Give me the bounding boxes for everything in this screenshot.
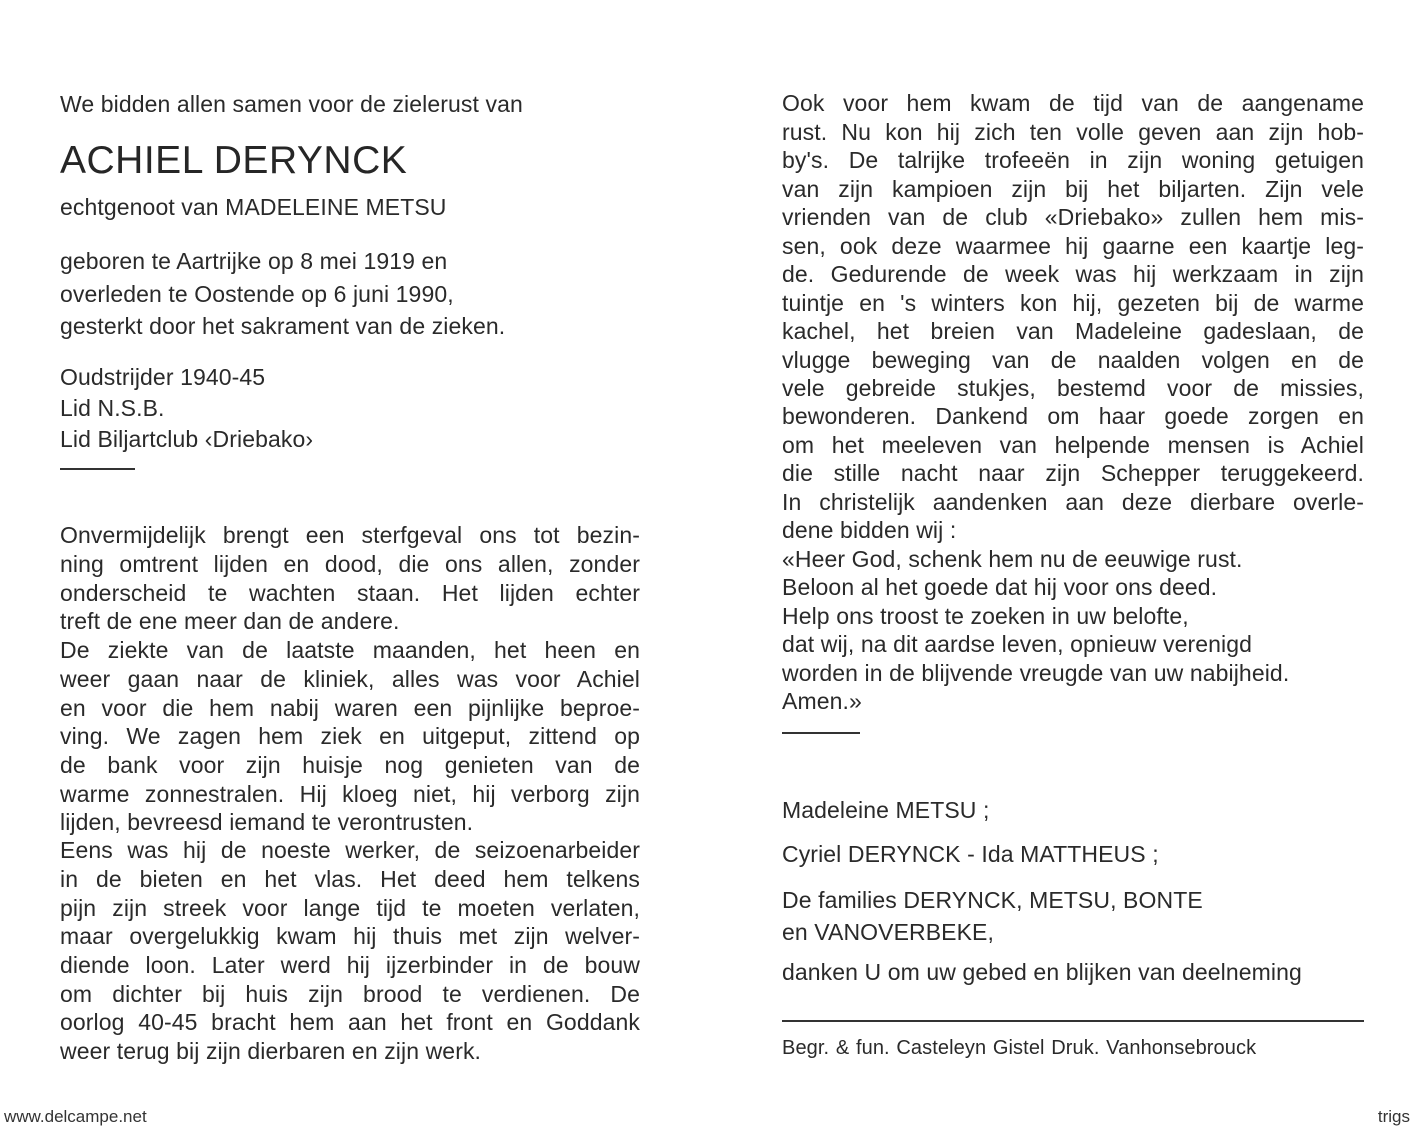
- text-line: ning omtrent lijden en dood, die ons allen, zonder: [60, 551, 640, 577]
- text-line: bewonderen. Dankend om haar goede zorgen en: [782, 403, 1364, 429]
- prayer-line: «Heer God, schenk hem nu de eeuwige rust.: [782, 546, 1243, 572]
- membership-billiard-club: Lid Biljartclub ‹Driebako›: [60, 426, 314, 452]
- birth-line: geboren te Aartrijke op 8 mei 1919 en: [60, 248, 448, 274]
- text-line: by's. De talrijke trofeeën in zijn woning getuigen: [782, 147, 1364, 173]
- text-line: vrienden van de club «Driebako» zullen hem mis-: [782, 204, 1364, 230]
- short-divider: [60, 468, 135, 470]
- text-line: in de bieten en het vlas. Het deed hem telkens: [60, 866, 640, 892]
- text-line: warme zonnestralen. Hij kloeg niet, hij verborg zijn: [60, 781, 640, 807]
- text-line: die stille nacht naar zijn Schepper teruggekeerd.: [782, 460, 1364, 486]
- text-line: onderscheid te wachten staan. Het lijden echter: [60, 580, 640, 606]
- text-line: kachel, het breien van Madeleine gadeslaan, de: [782, 318, 1364, 344]
- text-line: De ziekte van de laatste maanden, het heen en: [60, 637, 640, 663]
- footer-divider: [782, 1020, 1364, 1022]
- text-line: van zijn kampioen zijn bij het biljarten. Zijn vele: [782, 176, 1364, 202]
- watermark-site: www.delcampe.net: [4, 1107, 147, 1126]
- deceased-name: ACHIEL DERYNCK: [60, 139, 408, 182]
- text-line: lijden, bevreesd iemand te verontrusten.: [60, 809, 474, 835]
- text-line: vlugge beweging van de naalden volgen en de: [782, 347, 1364, 373]
- text-line: diende loon. Later werd hij ijzerbinder in de bouw: [60, 952, 640, 978]
- text-line: maar overgelukkig kwam hij thuis met zijn welver-: [60, 923, 640, 949]
- text-line: en voor die hem nabij waren een pijnlijke beproe-: [60, 695, 640, 721]
- printer-credit: Begr. & fun. Casteleyn Gistel Druk. Vanhonsebrouck: [782, 1037, 1257, 1059]
- text-line: Onvermijdelijk brengt een sterfgeval ons tot bezin-: [60, 522, 640, 548]
- text-line: rust. Nu kon hij zich ten volle geven aan zijn hob-: [782, 119, 1364, 145]
- family-names: De families DERYNCK, METSU, BONTE: [782, 887, 1203, 913]
- text-line: om het meeleven van helpende mensen is Achiel: [782, 432, 1364, 458]
- text-line: ving. We zagen hem ziek en uitgeput, zittend op: [60, 723, 640, 749]
- sacrament-line: gesterkt door het sakrament van de zieken.: [60, 313, 506, 339]
- text-line: de. Gedurende de week was hij werkzaam in zijn: [782, 261, 1364, 287]
- prayer-line: Help ons troost te zoeken in uw belofte,: [782, 603, 1189, 629]
- family-children: Cyriel DERYNCK - Ida MATTHEUS ;: [782, 841, 1159, 867]
- watermark-seller: trigs: [1377, 1107, 1410, 1126]
- text-line: om dichter bij huis zijn brood te verdienen. De: [60, 981, 640, 1007]
- family-widow: Madeleine METSU ;: [782, 797, 990, 823]
- text-line: oorlog 40-45 bracht hem aan het front en Goddank: [60, 1009, 640, 1035]
- membership-veteran: Oudstrijder 1940-45: [60, 364, 266, 390]
- text-line: weer terug bij zijn dierbaren en zijn werk.: [60, 1038, 482, 1064]
- spouse-line: echtgenoot van MADELEINE METSU: [60, 194, 447, 220]
- prayer-line: Amen.»: [782, 688, 862, 714]
- short-divider: [782, 732, 860, 734]
- text-line: pijn zijn streek voor lange tijd te moeten verlaten,: [60, 895, 640, 921]
- prayer-line: worden in de blijvende vreugde van uw nabijheid.: [782, 660, 1290, 686]
- text-line: In christelijk aandenken aan deze dierbare overle-: [782, 489, 1364, 515]
- text-line: dene bidden wij :: [782, 517, 957, 543]
- family-names-cont: en VANOVERBEKE,: [782, 919, 994, 945]
- prayer-line: Beloon al het goede dat hij voor ons deed.: [782, 574, 1218, 600]
- death-line: overleden te Oostende op 6 juni 1990,: [60, 281, 454, 307]
- membership-nsb: Lid N.S.B.: [60, 395, 165, 421]
- text-line: Ook voor hem kwam de tijd van de aangename: [782, 90, 1364, 116]
- prayer-intro: We bidden allen samen voor de zielerust van: [60, 91, 523, 117]
- prayer-line: dat wij, na dit aardse leven, opnieuw verenigd: [782, 631, 1253, 657]
- text-line: Eens was hij de noeste werker, de seizoenarbeider: [60, 837, 640, 863]
- text-line: treft de ene meer dan de andere.: [60, 608, 400, 634]
- text-line: de bank voor zijn huisje nog genieten van de: [60, 752, 640, 778]
- text-line: tuintje en 's winters kon hij, gezeten bij de warme: [782, 290, 1364, 316]
- text-line: weer gaan naar de kliniek, alles was voor Achiel: [60, 666, 640, 692]
- thanks-line: danken U om uw gebed en blijken van deelneming: [782, 959, 1302, 985]
- text-line: sen, ook deze waarmee hij gaarne een kaartje leg-: [782, 233, 1364, 259]
- text-line: vele gebreide stukjes, bestemd voor de missies,: [782, 375, 1364, 401]
